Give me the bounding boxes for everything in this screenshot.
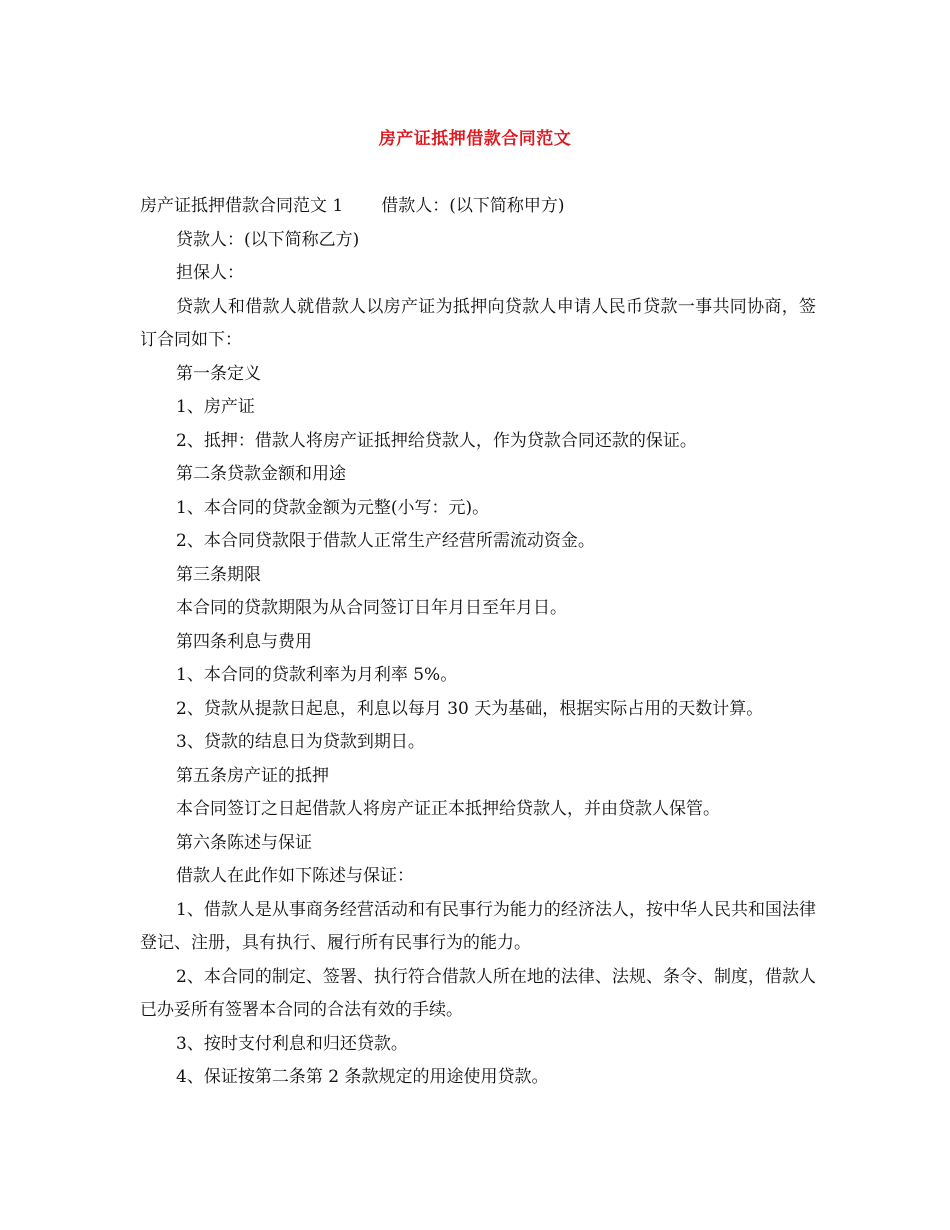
article-6-title: 第六条陈述与保证 (176, 832, 312, 853)
preamble-paragraph: 贷款人和借款人就借款人以房产证为抵押向贷款人申请人民币贷款一事共同协商，签订合同如下： (140, 296, 816, 350)
intro-line (140, 190, 816, 224)
lender-line: 贷款人：(以下简称乙方) (176, 229, 360, 250)
borrower-line: 借款人：(以下简称甲方) (381, 196, 565, 216)
article-1-title: 第一条定义 (176, 363, 261, 384)
article-1-item-2: 2、抵押：借款人将房产证抵押给贷款人，作为贷款合同还款的保证。 (176, 430, 697, 451)
document-title: 房产证抵押借款合同范文 (378, 129, 572, 149)
article-4-item-3: 3、贷款的结息日为贷款到期日。 (176, 732, 425, 752)
article-6-item-1: 1、借款人是从事商务经营活动和有民事行为能力的经济法人，按中华人民共和国法律登记、注册，具有执行、履行所有民事行为的能力。 (140, 899, 816, 953)
article-2-title: 第二条贷款金额和用途 (176, 464, 346, 484)
guarantor-line: 担保人： (176, 263, 244, 283)
article-6-item-2: 2、本合同的制定、签署、执行符合借款人所在地的法律、法规、条令、制度，借款人已办妥所有签署本合同的合法有效的手续。 (140, 966, 816, 1020)
article-2-item-2: 2、本合同贷款限于借款人正常生产经营所需流动资金。 (176, 531, 595, 551)
article-6-item-3: 3、按时支付利息和归还贷款。 (176, 1033, 408, 1054)
article-6-item-4: 4、保证按第二条第 2 条款规定的用途使用贷款。 (176, 1067, 549, 1087)
intro-heading: 房产证抵押借款合同范文 1 (140, 196, 344, 216)
article-4-title: 第四条利息与费用 (176, 631, 312, 652)
article-2-item-1: 1、本合同的贷款金额为元整(小写：元)。 (176, 497, 490, 518)
article-4-item-2: 2、贷款从提款日起息，利息以每月 30 天为基础，根据实际占用的天数计算。 (176, 698, 764, 719)
article-1-item-1: 1、房产证 (176, 397, 255, 417)
article-6-intro: 借款人在此作如下陈述与保证： (176, 866, 414, 886)
article-5-title: 第五条房产证的抵押 (176, 765, 329, 786)
document-body (140, 190, 816, 1095)
article-3-text: 本合同的贷款期限为从合同签订日年月日至年月日。 (176, 598, 567, 618)
article-3-title: 第三条期限 (176, 564, 261, 585)
article-5-text: 本合同签订之日起借款人将房产证正本抵押给贷款人，并由贷款人保管。 (176, 799, 720, 819)
article-4-item-1: 1、本合同的贷款利率为月利率 5%。 (176, 665, 458, 685)
